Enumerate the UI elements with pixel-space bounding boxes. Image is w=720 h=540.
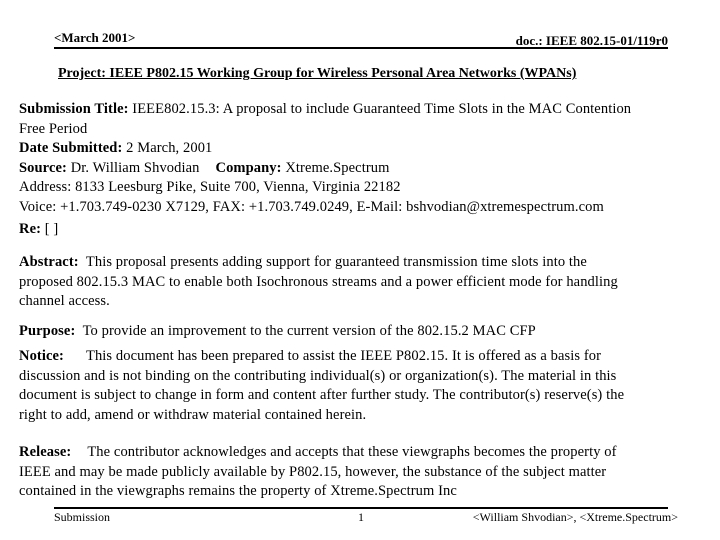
- date-submitted-value: 2 March, 2001: [126, 140, 213, 156]
- source-line: [19, 159, 704, 179]
- submission-title-label: Submission Title:: [19, 101, 129, 117]
- notice-label: Notice:: [19, 348, 64, 364]
- notice-line: right to add, amend or withdraw material contained herein.: [19, 406, 367, 423]
- header-rule: [54, 47, 668, 49]
- date-submitted-label: Date Submitted:: [19, 140, 123, 156]
- submission-block: [19, 100, 704, 217]
- release-line: The contributor acknowledges and accepts that these viewgraphs becomes the property of: [87, 444, 617, 460]
- footer-rule: [54, 507, 668, 509]
- header-date: <March 2001>: [54, 30, 136, 45]
- purpose-value: To provide an improvement to the current version of the 802.15.2 MAC CFP: [82, 323, 536, 339]
- notice-line: This document has been prepared to assist the IEEE P802.15. It is offered as a basis for: [85, 348, 602, 364]
- re-line: [19, 220, 704, 240]
- purpose-line: [19, 322, 704, 342]
- source-label: Source:: [19, 159, 67, 176]
- submission-title-continued: Free Period: [19, 120, 88, 137]
- re-label: Re:: [19, 221, 42, 237]
- notice-block: [19, 347, 704, 425]
- release-block: [19, 443, 704, 502]
- abstract-label: Abstract:: [19, 254, 79, 270]
- voice-line: Voice: +1.703.749-0230 X7129, FAX: +1.703.749.0249, E-Mail: bshvodian@xtremespectrum.com: [19, 198, 604, 215]
- company-label: Company:: [215, 159, 282, 176]
- abstract-line: proposed 802.15.3 MAC to enable both Isochronous streams and a power efficient mode for handling: [19, 273, 618, 290]
- date-submitted-line: [19, 139, 704, 159]
- source-value: Dr. William Shvodian: [70, 159, 200, 176]
- abstract-line: channel access.: [19, 293, 110, 309]
- company-value: Xtreme.Spectrum: [285, 159, 390, 176]
- footer-author: <William Shvodian>, <Xtreme.Spectrum>: [472, 510, 678, 524]
- footer-submission: Submission: [54, 510, 111, 524]
- header-doc-id: doc.: IEEE 802.15-01/119r0: [515, 33, 668, 48]
- project-title: Project: IEEE P802.15 Working Group for Wireless Personal Area Networks (WPANs): [58, 66, 577, 81]
- abstract-block: [19, 253, 704, 312]
- purpose-label: Purpose:: [19, 323, 76, 339]
- release-label: Release:: [19, 444, 72, 460]
- footer-page-number: 1: [358, 510, 364, 524]
- address-line: Address: 8133 Leesburg Pike, Suite 700, Vienna, Virginia 22182: [19, 179, 401, 195]
- release-line: contained in the viewgraphs remains the property of Xtreme.Spectrum Inc: [19, 483, 457, 499]
- notice-line: discussion and is not binding on the contributing individual(s) or organization(s). The material in this: [19, 367, 617, 384]
- notice-line: document is subject to change in form and content after further study. The contributor(s) reserve(s) the: [19, 387, 625, 403]
- release-line: IEEE and may be made publicly available by P802.15, however, the substance of the subject matter: [19, 463, 607, 480]
- re-value: [ ]: [44, 221, 59, 237]
- submission-title-value: IEEE802.15.3: A proposal to include Guaranteed Time Slots in the MAC Contention: [132, 101, 632, 117]
- submission-title-line: [19, 100, 704, 120]
- abstract-line: This proposal presents adding support for guaranteed transmission time slots into the: [85, 254, 587, 270]
